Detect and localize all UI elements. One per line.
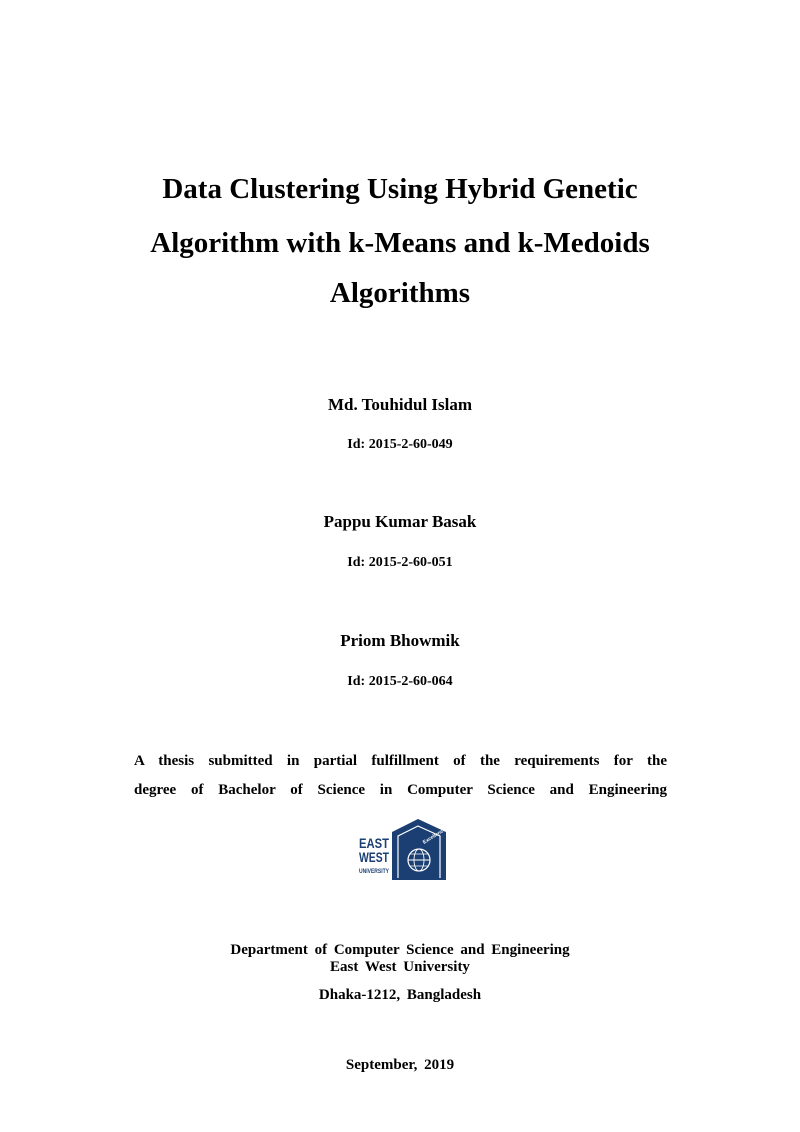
logo-text-university: UNIVERSITY xyxy=(359,869,389,875)
university-name: East West University xyxy=(330,959,470,975)
author-name: Md. Touhidul Islam xyxy=(327,395,473,414)
thesis-statement-line-1: A thesis submitted in partial fulfillment of the requirements for the xyxy=(134,753,667,769)
thesis-title-line-3: Algorithms xyxy=(329,277,471,309)
logo-text-east: EAST xyxy=(359,835,390,851)
author-id: Id: 2015-2-60-051 xyxy=(347,555,453,570)
author-id: Id: 2015-2-60-064 xyxy=(347,674,453,689)
university-logo xyxy=(358,810,474,880)
thesis-title-line-1: Data Clustering Using Hybrid Genetic xyxy=(162,173,638,205)
author-name: Priom Bhowmik xyxy=(340,631,460,650)
thesis-statement-line-2: degree of Bachelor of Science in Computer Science and Engineering xyxy=(134,782,667,798)
logo-text-west: WEST xyxy=(359,849,390,865)
university-location: Dhaka-1212, Bangladesh xyxy=(318,987,482,1003)
submission-date: September, 2019 xyxy=(345,1057,455,1073)
author-name: Pappu Kumar Basak xyxy=(323,512,477,531)
thesis-title-line-2: Algorithm with k-Means and k-Medoids xyxy=(150,227,650,259)
department-name: Department of Computer Science and Engineering xyxy=(230,942,570,958)
logo-tagline: Excellence in Education xyxy=(421,810,474,846)
author-id: Id: 2015-2-60-049 xyxy=(347,437,453,452)
